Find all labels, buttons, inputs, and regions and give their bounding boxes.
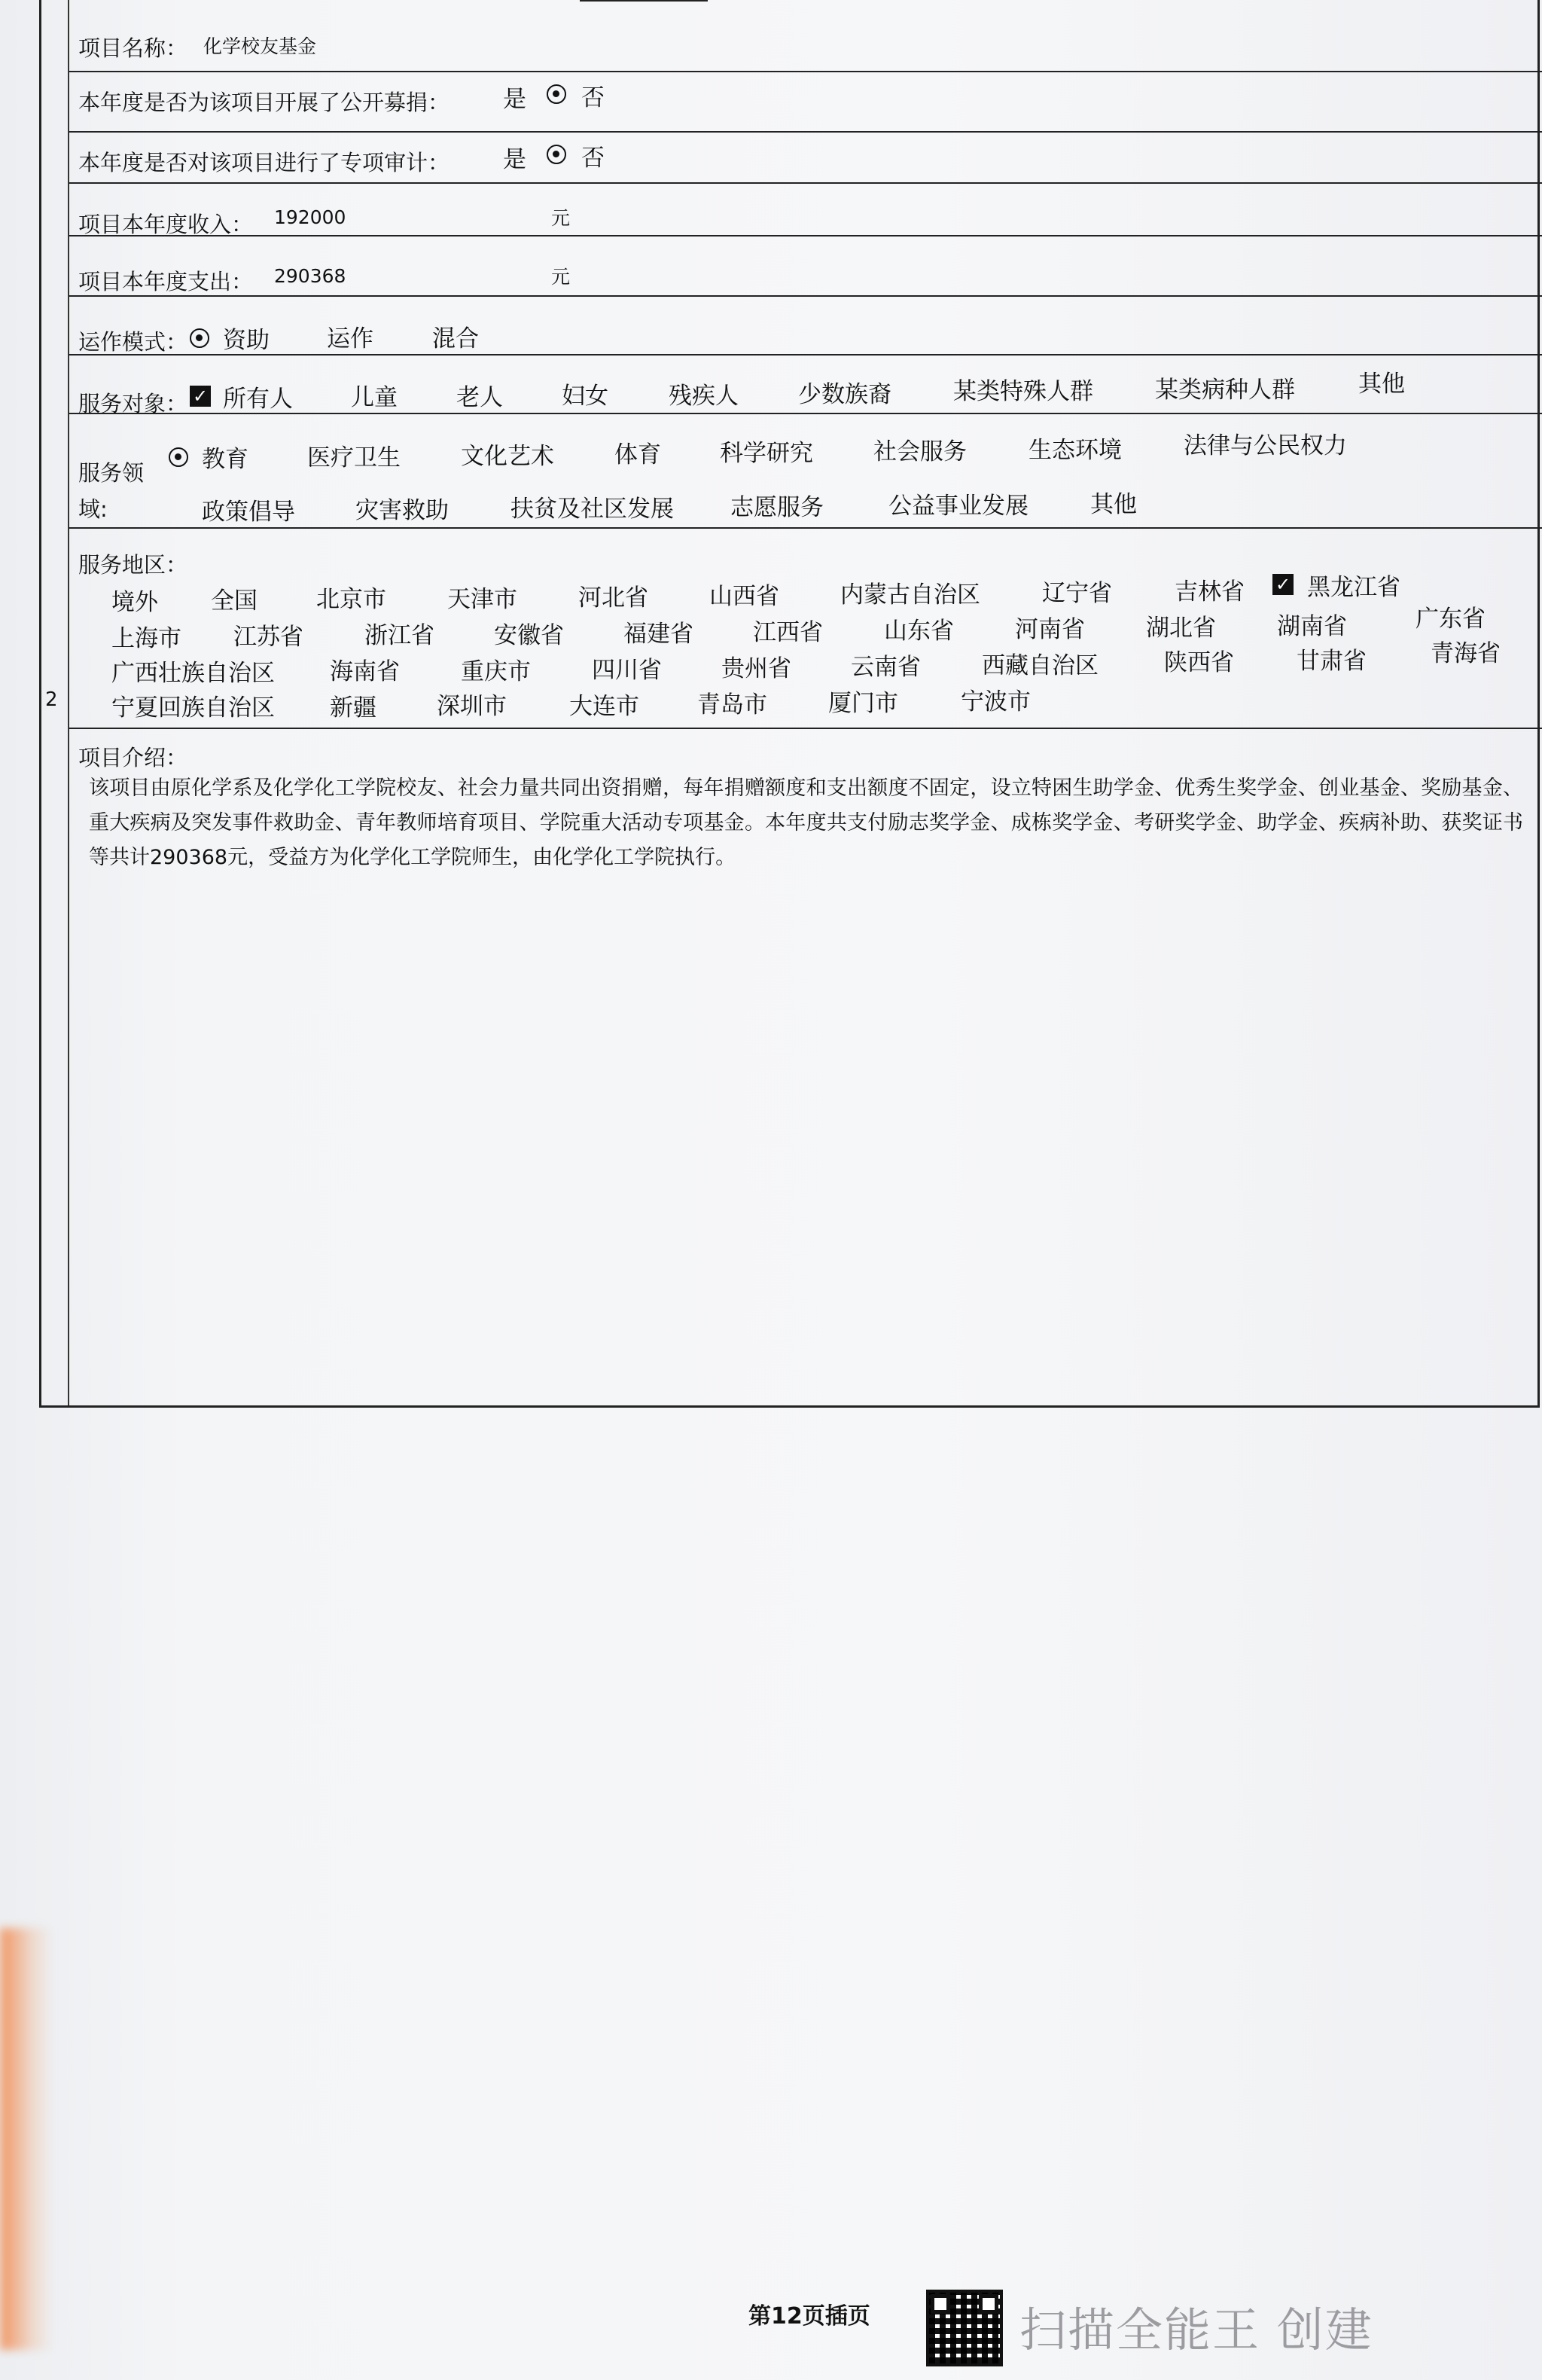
service-field-option[interactable]: 教育 <box>202 446 248 473</box>
service-field-option[interactable]: 法律与公民权力 <box>1184 432 1347 459</box>
service-field-option[interactable]: 志愿服务 <box>730 494 824 521</box>
service-area-option[interactable]: 内蒙古自治区 <box>840 581 980 609</box>
scan-stain <box>0 1928 53 2350</box>
service-target-option[interactable]: 儿童 <box>351 384 398 411</box>
service-target-option[interactable]: 残疾人 <box>669 383 739 410</box>
row-divider <box>69 728 1542 729</box>
row-number: 2 <box>45 688 58 711</box>
expense-label: 项目本年度支出： <box>78 269 254 294</box>
service-area-option[interactable]: 广东省 <box>1416 606 1486 633</box>
service-target-option[interactable]: 所有人 <box>223 386 293 413</box>
service-area-option[interactable]: 深圳市 <box>437 693 507 720</box>
service-area-option[interactable]: 天津市 <box>447 586 517 613</box>
income-unit: 元 <box>551 207 571 229</box>
service-area-option[interactable]: 北京市 <box>316 586 386 613</box>
operation-mode-option[interactable]: 资助 <box>223 327 270 354</box>
service-field-option[interactable]: 扶贫及社区发展 <box>510 496 674 523</box>
service-area-option[interactable]: 陕西省 <box>1164 649 1234 676</box>
service-target-option[interactable]: 某类病种人群 <box>1155 377 1295 404</box>
service-field-label: 服务领 <box>78 460 145 486</box>
service-field-option[interactable]: 其他 <box>1090 491 1137 518</box>
income-label: 项目本年度收入： <box>78 212 254 237</box>
qr-code-icon <box>926 2290 1003 2366</box>
table-left-border <box>39 0 41 1405</box>
row-divider <box>69 295 1542 297</box>
service-area-option[interactable]: 广西壮族自治区 <box>111 660 275 687</box>
service-area-option[interactable]: 福建省 <box>623 621 693 648</box>
public-fundraising-label: 本年度是否为该项目开展了公开募捐： <box>78 90 450 115</box>
service-area-option[interactable]: 河南省 <box>1015 616 1085 643</box>
service-area-option[interactable]: 境外 <box>111 589 158 616</box>
service-area-option[interactable]: 浙江省 <box>364 622 434 649</box>
public-fundraising-no[interactable]: 否 <box>581 84 605 111</box>
service-target-option[interactable]: 少数族裔 <box>798 381 891 408</box>
service-area-option[interactable]: 湖北省 <box>1146 615 1216 642</box>
expense-value: 290368 <box>274 265 346 287</box>
service-target-all-checkbox[interactable]: ✓ <box>190 386 211 407</box>
service-target-option[interactable]: 其他 <box>1358 371 1405 398</box>
project-name-value: 化学校友基金 <box>203 35 317 57</box>
service-area-option[interactable]: 江西省 <box>753 619 823 646</box>
service-area-option[interactable]: 山西省 <box>709 583 779 610</box>
service-field-option[interactable]: 科学研究 <box>720 440 813 467</box>
service-field-option[interactable]: 社会服务 <box>873 438 967 465</box>
service-area-option[interactable]: 青岛市 <box>697 691 767 719</box>
service-area-option[interactable]: 宁夏回族自治区 <box>111 694 275 722</box>
service-area-option[interactable]: 贵州省 <box>721 655 791 682</box>
row-divider <box>69 354 1542 355</box>
service-field-option[interactable]: 公益事业发展 <box>888 493 1029 520</box>
bleed-through-text <box>89 842 1444 902</box>
row-divider <box>69 182 1542 184</box>
special-audit-yes[interactable]: 是 <box>503 146 526 173</box>
income-value: 192000 <box>274 206 346 228</box>
service-area-option[interactable]: 新疆 <box>330 694 376 722</box>
public-fundraising-no-radio[interactable] <box>547 84 566 104</box>
service-area-option[interactable]: 上海市 <box>111 625 181 652</box>
service-area-option[interactable]: 甘肃省 <box>1297 648 1367 675</box>
service-area-option[interactable]: 重庆市 <box>461 658 531 685</box>
row-divider <box>69 131 1542 133</box>
service-area-option[interactable]: 四川省 <box>592 657 662 684</box>
service-area-option[interactable]: 厦门市 <box>828 690 898 717</box>
operation-mode-option[interactable]: 混合 <box>432 325 479 352</box>
special-audit-no-radio[interactable] <box>547 145 566 164</box>
service-area-option[interactable]: 湖南省 <box>1277 613 1347 640</box>
service-area-option[interactable]: 辽宁省 <box>1042 580 1112 607</box>
service-field-education-radio[interactable] <box>169 447 188 467</box>
service-area-option[interactable]: 青海省 <box>1431 640 1501 667</box>
service-target-option[interactable]: 某类特殊人群 <box>953 378 1093 405</box>
service-area-option[interactable]: 宁波市 <box>961 688 1031 716</box>
service-field-option[interactable]: 文化艺术 <box>461 443 554 470</box>
service-area-option[interactable]: 云南省 <box>851 654 921 681</box>
operation-mode-funding-radio[interactable] <box>190 328 209 348</box>
service-field-option[interactable]: 政策倡导 <box>202 499 295 526</box>
service-area-option[interactable]: 安徽省 <box>494 622 564 649</box>
row-divider <box>69 527 1542 529</box>
introduction-label: 项目介绍： <box>78 745 188 770</box>
project-name-label: 项目名称： <box>78 35 188 61</box>
page-label: 第12页插页 <box>748 2303 870 2330</box>
service-area-option[interactable]: 山东省 <box>884 618 954 645</box>
service-area-option[interactable]: 西藏自治区 <box>982 652 1099 679</box>
service-field-option[interactable]: 灾害救助 <box>355 497 449 524</box>
service-field-label-cont: 域: <box>78 496 108 522</box>
service-target-option[interactable]: 老人 <box>456 384 503 411</box>
service-area-heilongjiang-checkbox[interactable]: ✓ <box>1272 574 1294 595</box>
row-divider <box>69 235 1542 236</box>
service-area-option[interactable]: 吉林省 <box>1175 578 1245 606</box>
service-area-label: 服务地区： <box>78 552 188 578</box>
row-divider <box>69 71 1542 72</box>
table-inner-border <box>68 0 69 1405</box>
service-target-option[interactable]: 妇女 <box>562 383 608 410</box>
special-audit-no[interactable]: 否 <box>581 145 605 172</box>
introduction-text: 该项目由原化学系及化学化工学院校友、社会力量共同出资捐赠，每年捐赠额度和支出额度不固定，设立特困生助学金、优秀生奖学金、创业基金、奖励基金、重大疾病及突发事件救助金、青年教师培育项目、学院重大活动专项基金。本年度共支付励志奖学金、成栋奖学金、考研奖学金、助学金、疾病补助、获奖证书等共计290368元，受益方为化学化工学院师生，由化学化工学院执行。 <box>89 777 1523 869</box>
public-fundraising-yes[interactable]: 是 <box>503 86 526 113</box>
table-top-mark <box>580 0 708 2</box>
service-area-option[interactable]: 黑龙江省 <box>1307 574 1400 601</box>
operation-mode-option[interactable]: 运作 <box>327 325 373 352</box>
service-field-option[interactable]: 体育 <box>614 441 661 468</box>
service-area-option[interactable]: 河北省 <box>578 584 648 612</box>
operation-mode-label: 运作模式： <box>78 329 188 355</box>
service-field-option[interactable]: 医疗卫生 <box>307 444 401 471</box>
service-area-option[interactable]: 海南省 <box>330 658 400 685</box>
special-audit-label: 本年度是否对该项目进行了专项审计： <box>78 150 450 175</box>
service-area-option[interactable]: 全国 <box>211 587 258 615</box>
service-field-option[interactable]: 生态环境 <box>1029 437 1122 464</box>
service-area-option[interactable]: 江苏省 <box>233 624 303 651</box>
expense-unit: 元 <box>551 266 571 288</box>
service-area-option[interactable]: 大连市 <box>569 693 639 720</box>
service-target-label: 服务对象： <box>78 391 188 416</box>
scanner-watermark: 扫描全能王 创建 <box>1019 2302 1373 2357</box>
